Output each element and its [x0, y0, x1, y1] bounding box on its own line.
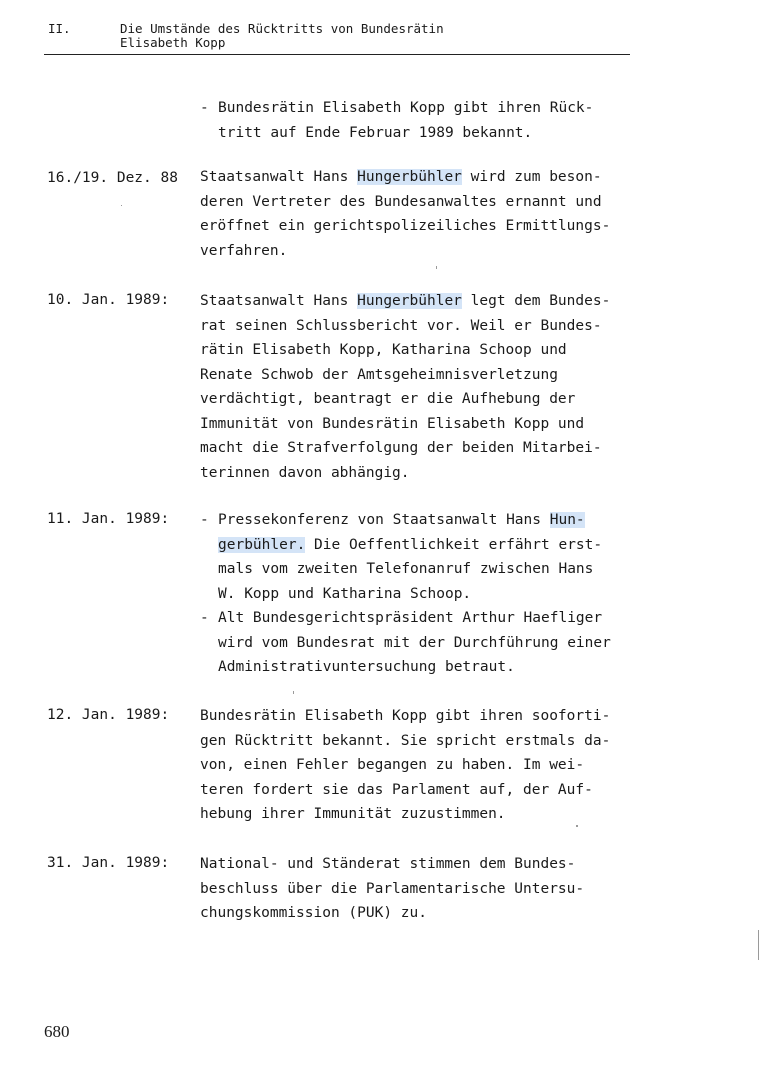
scan-speck: [121, 205, 122, 206]
entry-date: 11. Jan. 1989:: [47, 511, 170, 527]
entry-date: 10. Jan. 1989:: [47, 292, 170, 308]
scan-speck: [576, 825, 578, 827]
entry-text: Bundesrätin Elisabeth Kopp gibt ihren sooforti- gen Rücktritt bekannt. Sie spricht erstmals da- von, einen Fehler begangen zu haben. Im wei- teren fordert sie das Parlament auf, der Auf- hebung ihrer Immunität zuzustimmen.: [200, 708, 611, 822]
scan-speck: [293, 691, 294, 694]
entry-date: 12. Jan. 1989:: [47, 707, 170, 723]
bullet-dash: -: [200, 100, 209, 116]
entry-date: 16./19. Dez. 88: [47, 170, 178, 186]
bullet-item: - Alt Bundesgerichtspräsident Arthur Haefliger wird vom Bundesrat mit der Durchführung einer Administrativuntersuchung betraut.: [200, 606, 626, 680]
highlighted-term: Hun-: [549, 512, 585, 528]
page-number: 680: [44, 1022, 70, 1041]
highlighted-term: Hungerbühler: [357, 169, 462, 185]
section-number: II.: [48, 21, 71, 36]
bullet-item: - Pressekonferenz von Staatsanwalt Hans Hun- gerbühler. Die Oeffentlichkeit erfährt erst- mals vom zweiten Telefonanruf zwischen Hans W. Kopp und Katharina Schoop.: [200, 508, 626, 606]
entry-text: Staatsanwalt Hans Hungerbühler wird zum beson- deren Vertreter des Bundesanwaltes ernannt und eröffnet ein gerichtspolizeiliches Ermittlungs- verfahren.: [200, 169, 611, 259]
scan-speck: [436, 266, 437, 269]
scan-speck: [758, 930, 759, 960]
highlighted-term: gerbühler.: [218, 536, 306, 553]
entry-text: Staatsanwalt Hans Hungerbühler legt dem Bundes- rat seinen Schlussbericht vor. Weil er Bundes- rätin Elisabeth Kopp, Katharina Schoop und Renate Schwob der Amtsgeheimnisverletzung verdächtigt, beantragt er die Aufhebung der Immunität von Bundesrätin Elisabeth Kopp und macht die Strafverfolgung der beiden Mitarbei- terinnen davon abhängig.: [200, 293, 611, 481]
section-title: Die Umstände des Rücktritts von Bundesrätin Elisabeth Kopp: [120, 21, 444, 50]
entry-text: [200, 96, 626, 145]
page-header: [44, 22, 630, 55]
entry-date: 31. Jan. 1989:: [47, 855, 170, 871]
highlighted-term: Hungerbühler: [357, 293, 462, 309]
entry-text: [200, 508, 626, 680]
bullet-item: - Bundesrätin Elisabeth Kopp gibt ihren Rück- tritt auf Ende Februar 1989 bekannt.: [200, 96, 626, 145]
entry-text: National- und Ständerat stimmen dem Bundes- beschluss über die Parlamentarische Untersu- chungskommission (PUK) zu.: [200, 856, 585, 921]
bullet-dash: -: [200, 512, 209, 528]
bullet-dash: -: [200, 610, 209, 626]
